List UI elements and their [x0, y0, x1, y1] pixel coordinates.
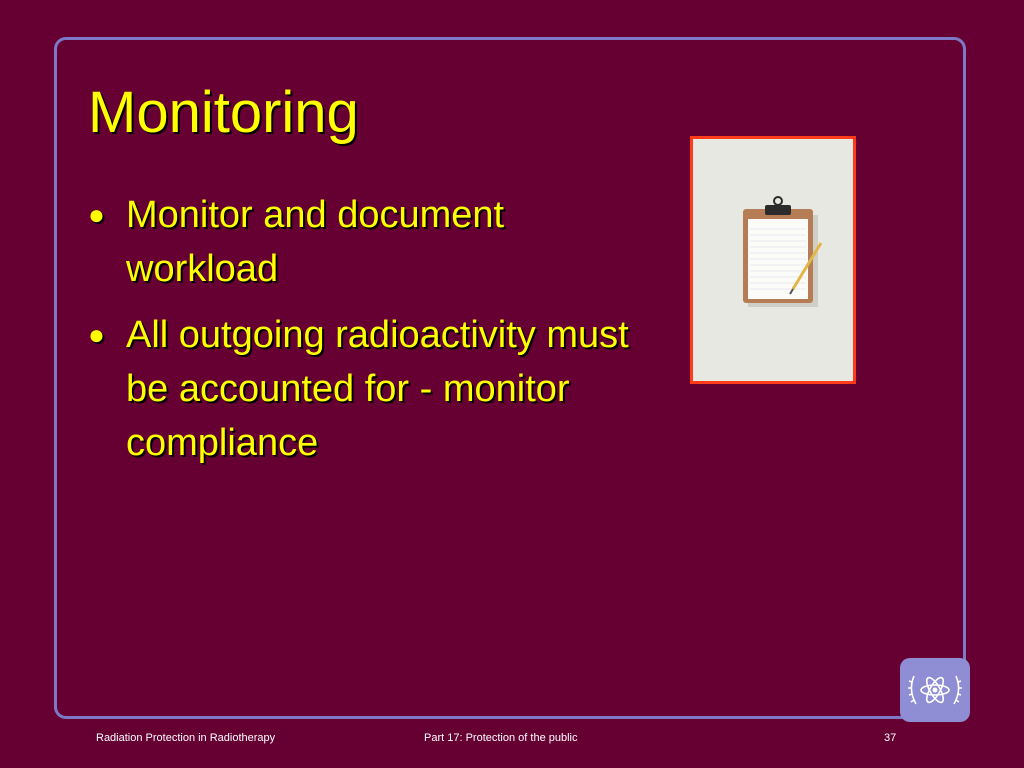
bullet-dot-icon: ●: [88, 199, 105, 230]
list-item: [88, 188, 648, 296]
footer-course-title: Radiation Protection in Radiotherapy: [96, 732, 276, 744]
bullet-text: All outgoing radioactivity must be accounted for - monitor compliance: [126, 314, 629, 464]
slide-title: Monitoring: [88, 80, 359, 145]
bullet-dot-icon: ●: [88, 319, 105, 350]
list-item: [88, 308, 648, 470]
bullet-text: Monitor and document workload: [126, 194, 505, 290]
iaea-atom-olive-branch-logo-icon: [900, 658, 970, 722]
clipboard-pencil-icon: [693, 139, 853, 381]
footer-part-title: Part 17: Protection of the public: [424, 732, 578, 744]
footer-page-number: 37: [884, 732, 897, 744]
iaea-logo: [900, 658, 970, 722]
clipboard-photo: [690, 136, 856, 384]
bullet-list: [88, 188, 648, 482]
